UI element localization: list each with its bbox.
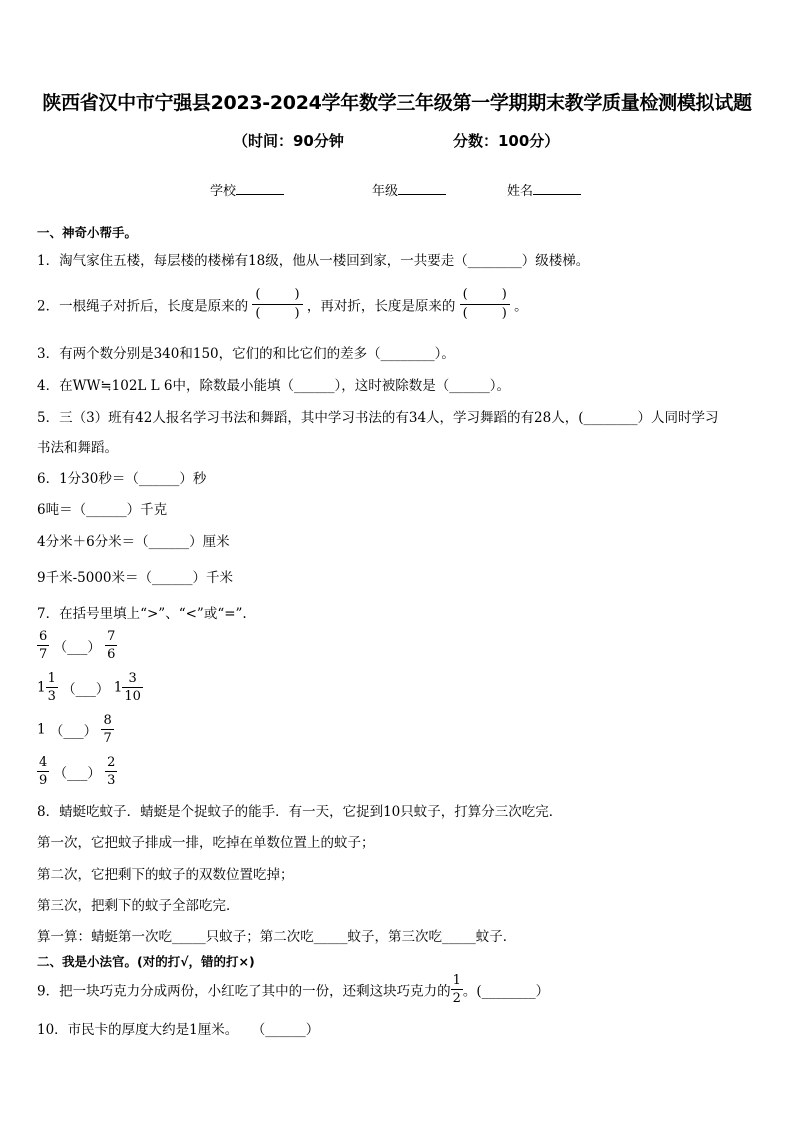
question-2-fraction-2: $\frac{( )}{( )}$ [460, 286, 510, 323]
question-9-fraction: $\frac{1}{2}$ [452, 973, 461, 1006]
question-6-2: 6吨＝（______）千克 [37, 502, 168, 518]
question-6-1: 6．1分30秒＝（______）秒 [37, 471, 207, 487]
compare-2-right-whole: 1 [113, 679, 123, 696]
question-6-4: 9千米-5000米＝（______）千米 [37, 570, 234, 586]
question-8-line-3: 第二次，它把剩下的蚊子的双数位置吃掉； [37, 867, 294, 883]
grade-label: 年级 [372, 184, 399, 199]
school-label: 学校 [210, 184, 237, 199]
question-9 [37, 972, 549, 1007]
page-title: 陕西省汉中市宁强县2023-2024学年数学三年级第一学期期末教学质量检测模拟试题 [42, 92, 752, 114]
compare-row-4 [37, 754, 117, 789]
compare-4-blank: （___） [53, 765, 101, 782]
question-4: 4．在WW≒102L L 6中，除数最小能填（______），这时被除数是（______）。 [37, 378, 511, 394]
compare-2-left-fraction: $\frac{1}{3}$ [47, 671, 56, 704]
question-5-line-1: 5．三（3）班有42人报名学习书法和舞蹈，其中学习书法的有34人，学习舞蹈的有28人，(________）人同时学习 [37, 410, 719, 426]
compare-2-right-fraction: $\frac{3}{10}$ [124, 671, 141, 704]
grade-field [372, 180, 446, 199]
question-8-line-4: 第三次，把剩下的蚊子全部吃完． [37, 898, 240, 914]
compare-1-right-fraction: $\frac{7}{6}$ [107, 629, 116, 662]
question-1: 1．淘气家住五楼，每层楼的楼梯有18级，他从一楼回到家，一共要走（________）级楼梯。 [37, 253, 590, 269]
question-2-text-a: 2．一根绳子对折后，长度是原来的 [37, 298, 249, 315]
compare-2-left-whole: 1 [37, 679, 46, 696]
question-2 [37, 286, 528, 323]
exam-time: （时间：90分钟 [233, 132, 344, 150]
section-2-heading: 二、我是小法官。(对的打√，错的打×) [37, 954, 255, 969]
compare-3-left-whole: 1 [37, 721, 46, 738]
compare-1-left-fraction: $\frac{6}{7}$ [39, 629, 48, 662]
compare-3-blank: （___） [49, 723, 98, 740]
grade-blank [398, 182, 446, 195]
compare-4-right-fraction: $\frac{2}{3}$ [107, 755, 116, 788]
name-label: 姓名 [507, 184, 534, 199]
question-2-fraction-1: $\frac{( )}{( )}$ [252, 286, 302, 323]
school-blank [236, 182, 284, 195]
question-10: 10．市民卡的厚度大约是1厘米。 （______） [37, 1022, 320, 1038]
compare-2-blank: （___） [62, 681, 110, 698]
question-5-line-2: 书法和舞蹈。 [37, 440, 118, 456]
question-8-line-5: 算一算：蜻蜓第一次吃_____只蚊子；第二次吃_____蚊子，第三次吃_____蚊子． [37, 929, 517, 945]
question-2-text-b: ，再对折，长度是原来的 [306, 298, 456, 315]
question-9-text-a: 9．把一块巧克力分成两份，小红吃了其中的一份，还剩这块巧克力的 [37, 983, 451, 1000]
section-1-heading: 一、神奇小帮手。 [37, 225, 138, 240]
compare-row-2 [37, 670, 143, 705]
question-8-line-1: 8．蜻蜓吃蚊子．蜻蜓是个捉蚊子的能手．有一天，它捉到10只蚊子，打算分三次吃完． [37, 804, 563, 820]
compare-row-3 [37, 712, 114, 747]
question-2-text-c: 。 [514, 298, 528, 315]
name-field [507, 180, 581, 199]
name-blank [533, 182, 581, 195]
exam-score: 分数：100分） [453, 132, 560, 150]
compare-1-blank: （___） [53, 639, 101, 656]
compare-row-1 [37, 628, 117, 663]
question-8-line-2: 第一次，它把蚊子排成一排，吃掉在单数位置上的蚊子； [37, 835, 375, 851]
compare-4-left-fraction: $\frac{4}{9}$ [39, 755, 48, 788]
question-7: 7．在括号里填上“>”、“<”或“=”. [37, 606, 247, 622]
school-field [210, 180, 284, 199]
question-9-text-b: 。(________） [462, 983, 550, 1000]
question-3: 3．有两个数分别是340和150，它们的和比它们的差多（________）。 [37, 346, 455, 362]
compare-3-right-fraction: $\frac{8}{7}$ [103, 713, 112, 746]
question-6-3: 4分米＋6分米＝（______）厘米 [37, 534, 230, 550]
